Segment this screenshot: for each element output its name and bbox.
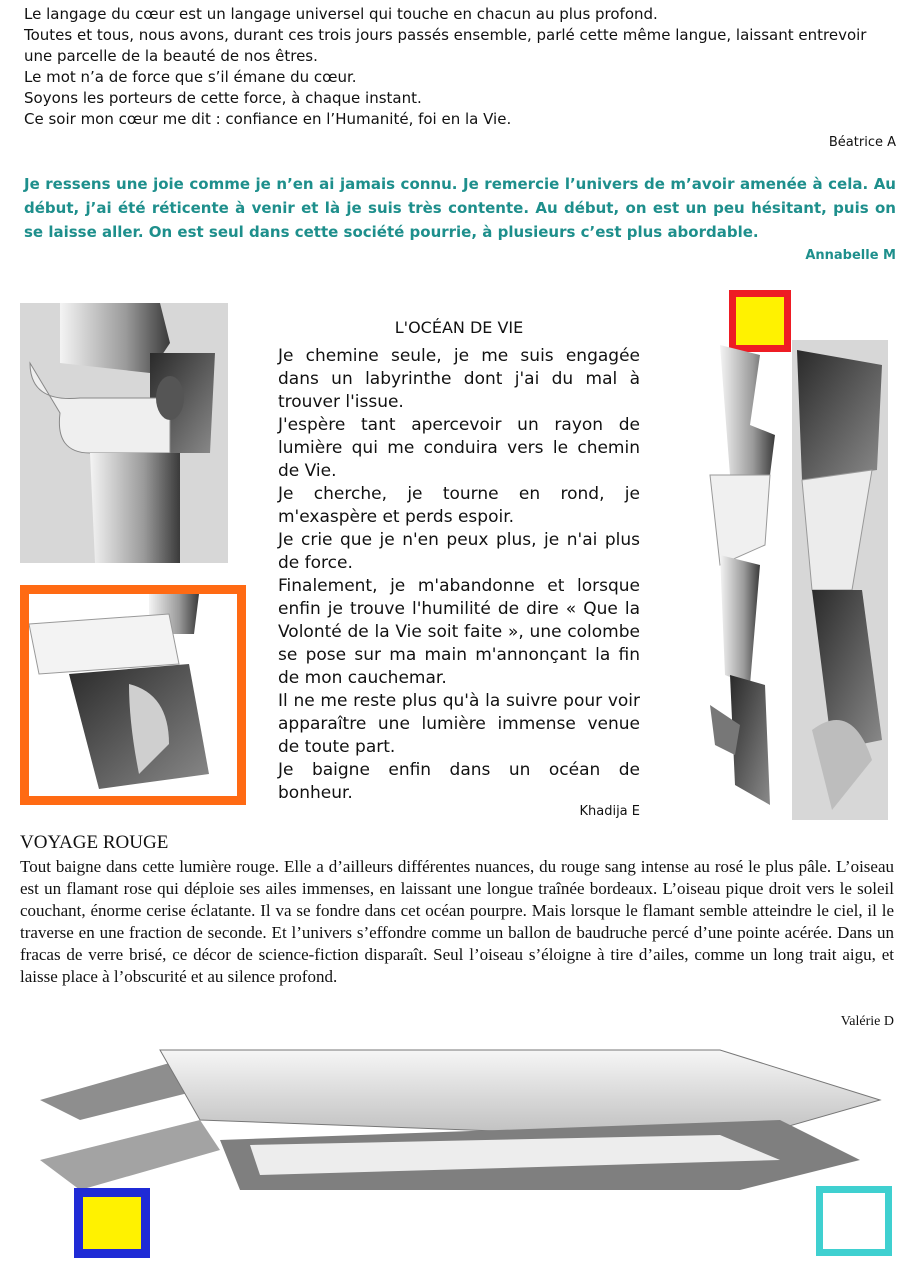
poem-stanza: Je baigne enfin dans un océan de bonheur. bbox=[278, 760, 640, 803]
poem-stanza: Il ne me reste plus qu'à la suivre pour voir apparaître une lumière immense venue de toute part. bbox=[278, 691, 640, 757]
voyage-signature: Valérie D bbox=[840, 1014, 894, 1029]
intro-text bbox=[24, 4, 896, 153]
voyage-text: Tout baigne dans cette lumière rouge. Elle a d’ailleurs différentes nuances, du rouge sang intense au rosé le plus pâle. L’oiseau est un flamant rose qui déploie ses ailes immenses, en laissant une longue traînée bordeaux. L’oiseau pique droit vers le soleil couchant, énorme cerise éclatante. Il va se fondre dans cet océan pourpre. Mais lorsque le flamant semble atteindre le ciel, il le traverse en une fraction de seconde. Et l’univers s’effondre comme un ballon de baudruche percé d’une pointe acérée. Dans un fracas de verre brisé, ce décor de science-fiction disparaît. Seul l’oiseau s’éloigne à tire d’ailes, comme un long trait aigu, et laisse place à l’obscurité et au silence profond. bbox=[20, 857, 894, 986]
intro-line: Toutes et tous, nous avons, durant ces trois jours passés ensemble, parlé cette même langue, laissant entrevoir une parcelle de la beauté de nos êtres. bbox=[24, 26, 867, 65]
red-yellow-square bbox=[729, 290, 791, 352]
testimony bbox=[24, 172, 896, 268]
ribbon-drawing-right-twist bbox=[690, 345, 790, 815]
voyage-title: VOYAGE ROUGE bbox=[20, 832, 169, 853]
orange-frame bbox=[20, 585, 246, 805]
poem-stanza: Finalement, je m'abandonne et lorsque enfin je trouve l'humilité de dire « Que la Volonté de la Vie soit faite », une colombe se pose sur ma main m'annonçant la fin de mon cauchemar. bbox=[278, 576, 640, 688]
testimony-signature: Annabelle M bbox=[805, 248, 896, 263]
poem-stanza: Je chemine seule, je me suis engagée dans un labyrinthe dont j'ai du mal à trouver l'issue. bbox=[278, 346, 640, 412]
poem-stanza: Je cherche, je tourne en rond, je m'exaspère et perds espoir. bbox=[278, 484, 640, 527]
poem-body bbox=[278, 345, 640, 805]
ribbon-drawing-bottom bbox=[20, 1040, 900, 1200]
intro-line: Le langage du cœur est un langage universel qui touche en chacun au plus profond. bbox=[24, 5, 658, 23]
intro-line: Le mot n’a de force que s’il émane du cœur. bbox=[24, 68, 357, 86]
testimony-text: Je ressens une joie comme je n’en ai jamais connu. Je remercie l’univers de m’avoir amenée à cela. Au début, j’ai été réticente à venir et là je suis très contente. Au début, on est un peu hésitant, puis on se laisse aller. On est seul dans cette société pourrie, à plusieurs c’est plus abordable. bbox=[24, 175, 896, 241]
ribbon-drawing-right-panel bbox=[792, 340, 888, 820]
intro-line: Soyons les porteurs de cette force, à chaque instant. bbox=[24, 89, 422, 107]
cyan-square bbox=[816, 1186, 892, 1256]
intro-line: Ce soir mon cœur me dit : confiance en l’Humanité, foi en la Vie. bbox=[24, 110, 512, 128]
intro-signature: Béatrice A bbox=[828, 135, 896, 150]
poem-title: L'OCÉAN DE VIE bbox=[394, 318, 524, 337]
blue-yellow-square bbox=[74, 1188, 150, 1258]
poem-stanza: Je crie que je n'en peux plus, je n'ai plus de force. bbox=[278, 530, 640, 573]
poem-stanza: J'espère tant apercevoir un rayon de lumière qui me conduira vers le chemin de Vie. bbox=[278, 415, 640, 481]
ribbon-drawing-left-top bbox=[20, 303, 228, 563]
poem-signature: Khadija E bbox=[579, 804, 640, 819]
